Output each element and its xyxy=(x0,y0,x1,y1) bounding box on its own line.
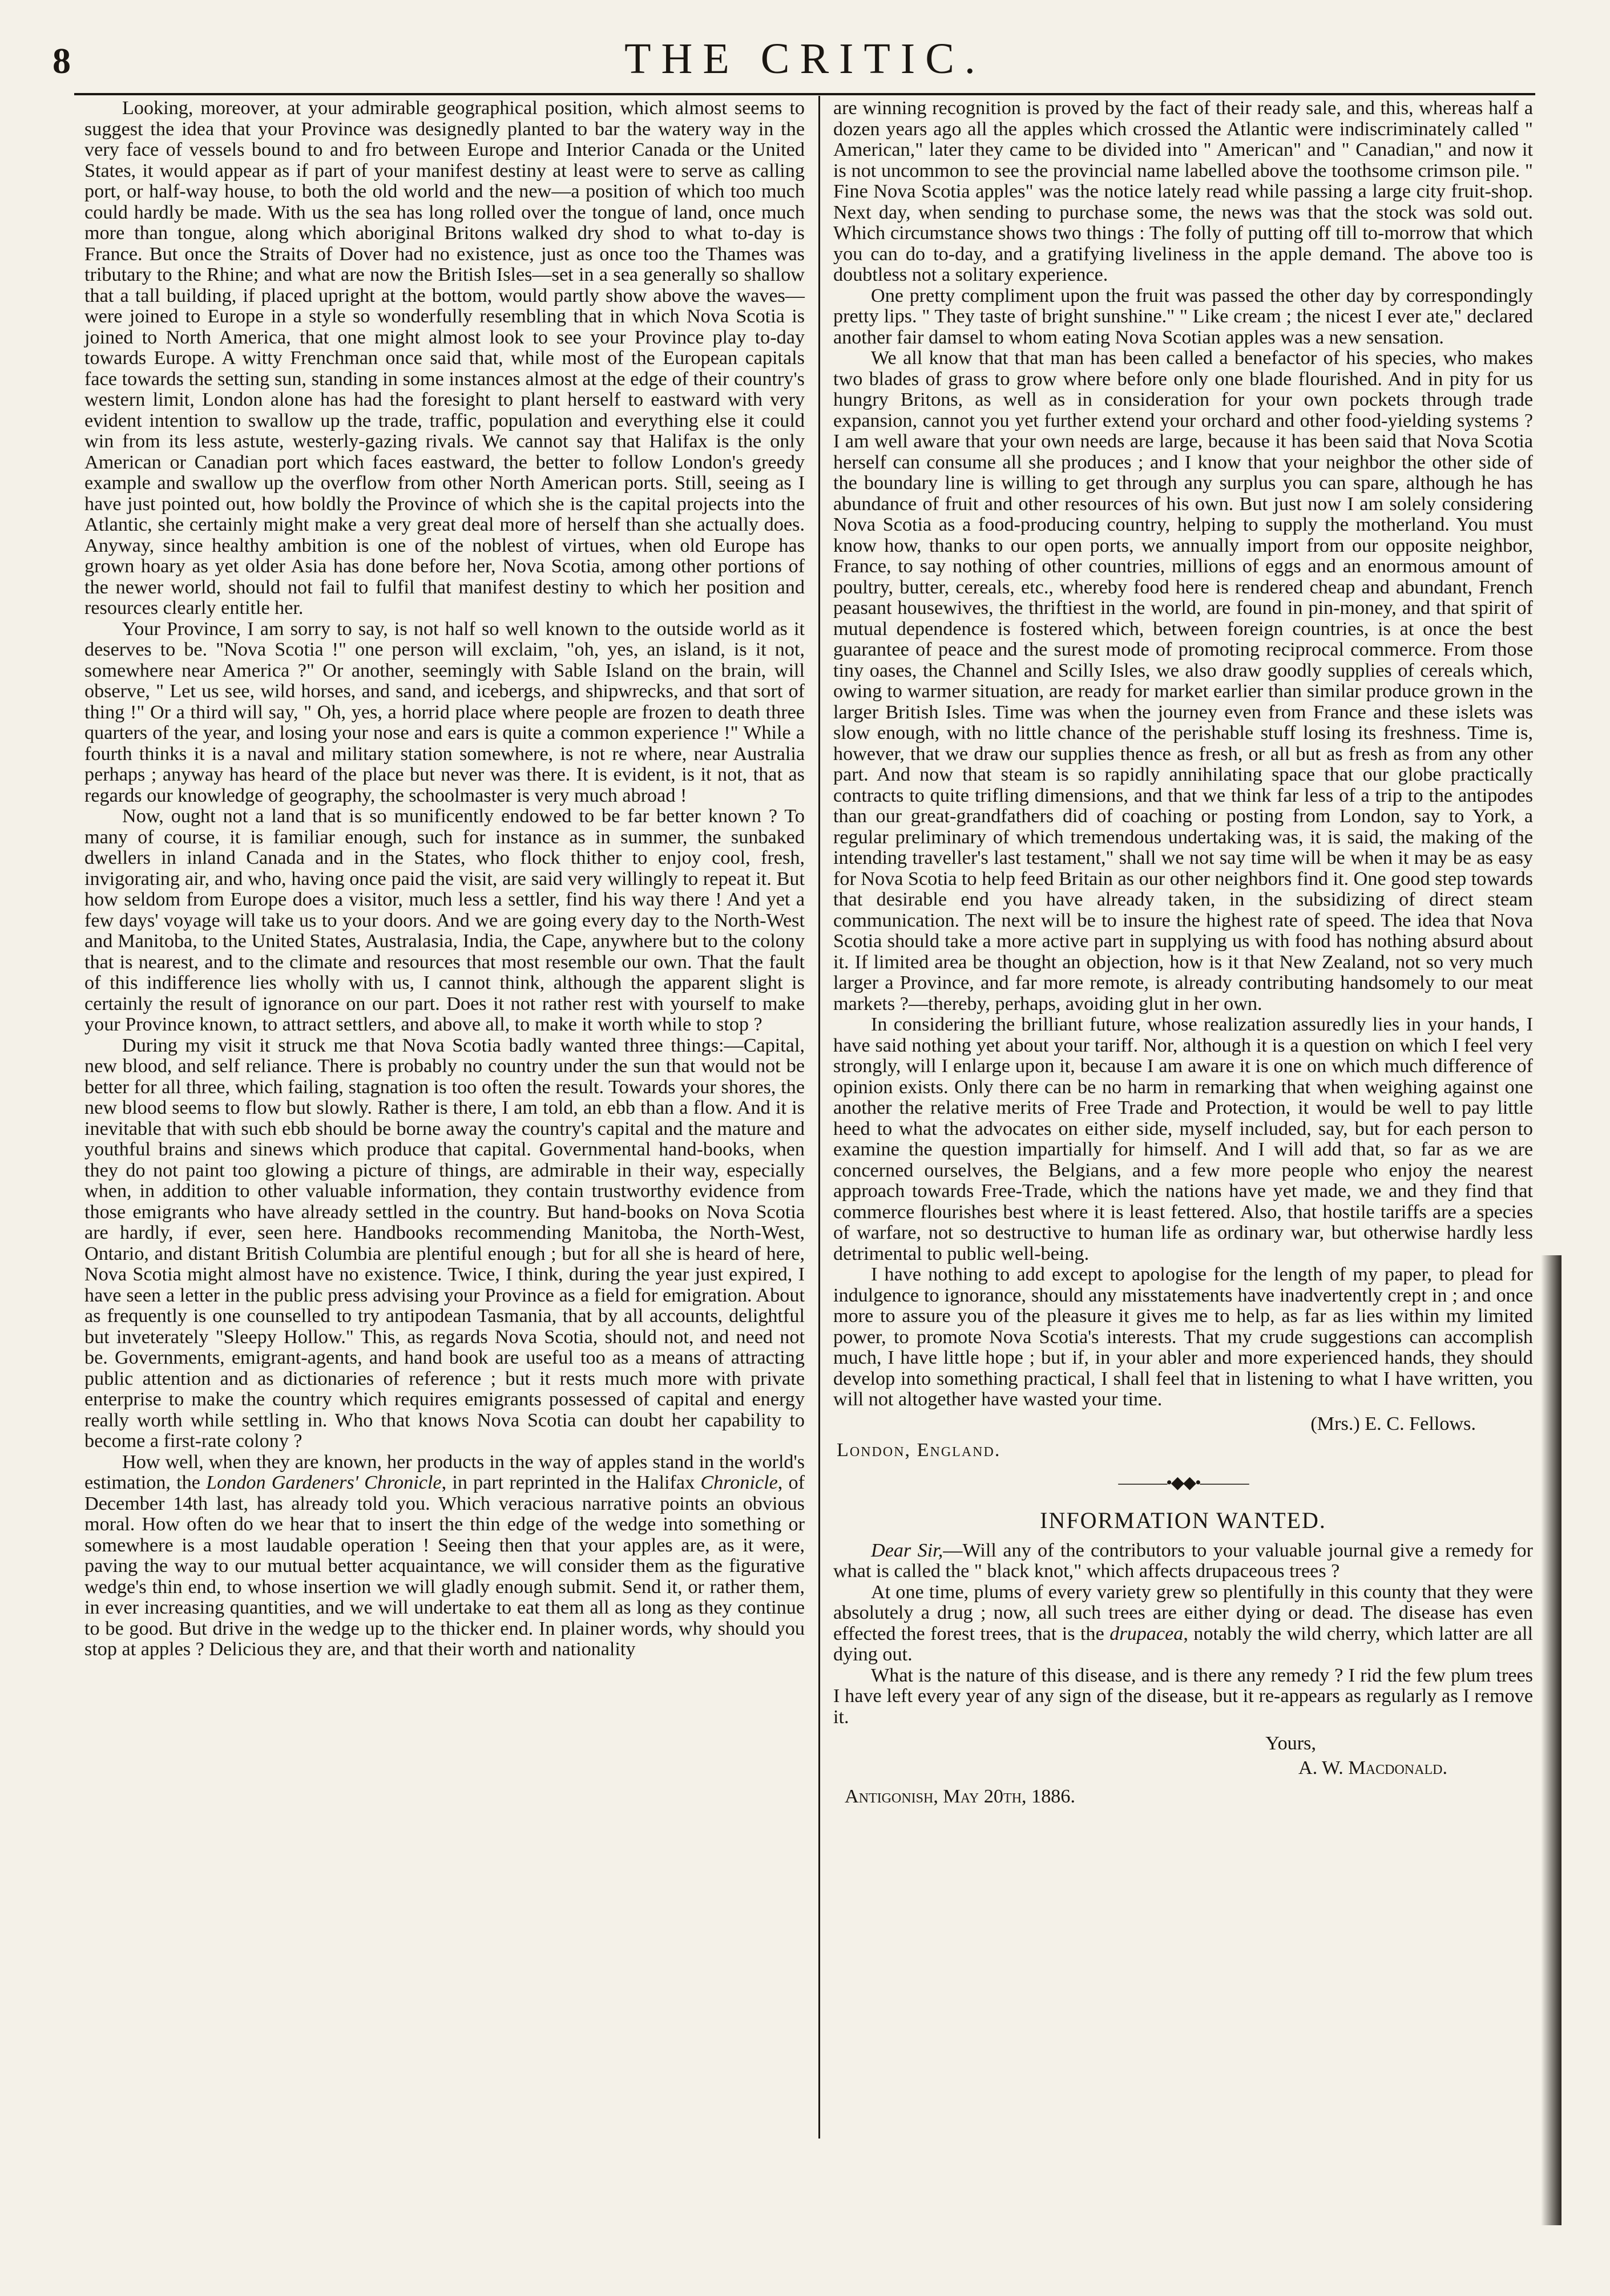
letter-paragraph: What is the nature of this disease, and is there any remedy ? I rid the few plum trees I have left every year of any sign of the disease, but it re-appears as regularly as I remove it. xyxy=(833,1664,1533,1728)
text-run: , of December 14th last, has already told you. Which veracious narrative points an obvious moral. How often do we hear that to insert the thin edge of the wedge into something or somewhere is a most laudable operation ! Seeing then that your apples are, as it were, paving the way to our mutual better acquaintance, we will consider them as the figurative wedge's thin end, to whose insertion we will gladly enough submit. Send it, or rather them, in ever increasing quantities, and we will undertake to eat them all as long as they continue to be good. But drive in the wedge up to the thicker end. In plainer words, why should you stop at apples ? Delicious they are, and that their worth and nationality xyxy=(84,1472,805,1660)
article-paragraph: Now, ought not a land that is so munificently endowed to be far better known ? To many of course, it is familiar enough, such for instance as in summer, the sunbaked dwellers in inland Canada and in the States, who flock thither to enjoy cool, fresh, invigorating air, and who, having once paid the visit, are said very willingly to repeat it. But how seldom from Europe does a visitor, much less a settler, find his way there ! And yet a few days' voyage will take us to your doors. And we are going every day to the North-West and Manitoba, to the United States, Australasia, India, the Cape, anywhere but to the colony that is nearest, and to the climate and resources that most resemble our own. That the fault of this indifference lies wholly with us, I cannot think, although the apparent slight is certainly the result of ignorance on our part. Does it not rather rest with yourself to make your Province known, to attract settlers, and above all, to make it worth while to stop ? xyxy=(84,806,805,1035)
column-divider xyxy=(818,96,820,2139)
author-signature: (Mrs.) E. C. Fellows. xyxy=(1310,1413,1476,1434)
text-run: —Will any of the contributors to your valuable journal give a remedy for what is called the " black knot," which affects drupaceous trees ? xyxy=(833,1539,1533,1582)
letter-paragraph xyxy=(833,1541,1533,1582)
letter-paragraph xyxy=(833,1582,1533,1666)
article-paragraph: I have nothing to add except to apologise for the length of my paper, to plead for indulgence to ignorance, should any misstatements have inadvertently crept in ; and once more to assure you of the pleasure it gives me to help, as far as lies within my limited power, to promote Nova Scotia's interests. That my crude suggestions can accomplish much, I have little hope ; but if, in your abler and more experienced hands, they should develop into something practical, I shall feel that in listening to what I have written, you will not altogether have wasted your time. xyxy=(833,1264,1533,1410)
letter-dateline: Antigonish, May 20th, 1886. xyxy=(845,1786,1076,1807)
article-paragraph: During my visit it struck me that Nova Scotia badly wanted three things:—Capital, new blood, and self reliance. There is probably no country under the sun that would not be better for all three, which failing, stagnation is too often the result. Towards your shores, the new blood seems to flow but slowly. Rather is there, I am told, an ebb than a flow. And it is inevitable that with such ebb should be borne away the country's capital and the mature and youthful brains and sinews which produce that capital. Governmental hand-books, when they do not paint too glowing a picture of things, are admirable in their way, especially when, in addition to other valuable information, they contain trustworthy evidence from those emigrants who have already settled in the country. But hand-books on Nova Scotia are hardly, if ever, seen here. Handbooks recommending Manitoba, the North-West, Ontario, and distant British Columbia are plentiful enough ; but for all she is heard of here, Nova Scotia might almost have no existence. Twice, I think, during the year just expired, I have seen a letter in the public press advising your Province as a field for emigration. About as frequently is one counselled to try antipodean Tasmania, that by all accounts, delightful but inveterately "Sleepy Hollow." This, as regards Nova Scotia, should not, and need not be. Governments, emigrant-agents, and hand book are useful too as a means of attracting public attention and as dictionaries of reference ; but it rests much more with private enterprise to make the country which requires emigrants possessed of capital and energy really worth while settling in. Who that knows Nova Scotia can doubt her capability to become a first-rate colony ? xyxy=(84,1034,805,1452)
article-paragraph: We all know that that man has been called a benefactor of his species, who makes two blades of grass to grow where before only one blade flourished. And in pity for us hungry Britons, as well as in consideration for your own pockets through trade expansion, cannot you yet further extend your orchard and other food-yielding systems ? I am well aware that your own needs are large, because it has been said that Nova Scotia herself can consume all she produces ; and I know that your neighbor the other side of the boundary line is willing to get through any surplus you can spare, although he has abundance of fruit and other resources of his own. But just now I am solely considering Nova Scotia as a food-producing country, helping to supply the motherland. You must know how, thanks to our open ports, we annually import from our opposite neighbor, France, to say nothing of other countries, millions of eggs and an enormous amount of poultry, butter, cereals, etc., whereby food here is rendered cheap and abundant, French peasant housewives, the thriftiest in the world, are found in pin-money, and that spirit of mutual dependence is fostered which, between foreign countries, is at once the best guarantee of peace and the surest mode of promoting reciprocal commerce. From those tiny oases, the Channel and Scilly Isles, we also draw goodly supplies of cereals which, owing to warmer situation, are ready for market earlier than similar produce grown in the larger British Isles. Time was when the journey even from France and these islets was slow enough, with no little chance of the perishable stuff losing its freshness. Time is, however, that we draw our supplies thence as fresh, or all but as fresh as from any other part. And now that steam is so rapidly annihilating space that our globe practically contracts to quite trifling dimensions, and that we think far less of a trip to the antipodes than our great-grandfathers did of coaching or posting from London, say to York, a regular preliminary of which tremendous undertaking was, it is said, the making of the intending traveller's last testament," shall we not say time will be when it may be as easy for Nova Scotia to help feed Britain as our other neighbors find it. One good step towards that desirable end you have already taken, in the subsidizing of direct steam communication. The next will be to insure the highest rate of speed. The idea that Nova Scotia should take a more active part in supplying us with food has nothing absurd about it. If limited area be thought an objection, how is it that New Zealand, not so very much larger a Province, and far more remote, is already contributing handsomely to our meat markets ?—thereby, perhaps, avoiding glut in her own. xyxy=(833,347,1533,1014)
right-column xyxy=(833,98,1533,1808)
section-heading: INFORMATION WANTED. xyxy=(1040,1507,1326,1533)
text-run: At one time, plums of every variety grew so plentifully in this county that they were absolutely a drug ; now, all such trees are either dying or dead. The disease has even effected the forest trees, that is the xyxy=(833,1581,1533,1644)
left-column xyxy=(84,98,805,1660)
letter-signature: A. W. Macdonald. xyxy=(1298,1757,1447,1778)
masthead xyxy=(0,34,1610,97)
article-paragraph: Your Province, I am sorry to say, is not half so well known to the outside world as it deserves to be. "Nova Scotia !" one person will exclaim, "oh, yes, an island, is it not, somewhere near America ?" Or another, seemingly with Sable Island on the brain, will observe, " Let us see, wild horses, and sand, and icebergs, and shipwrecks, and that sort of thing !" Or a third will say, " Oh, yes, a horrid place where people are frozen to death three quarters of the year, and losing your nose and ears is quite a common experience !" While a fourth thinks it is a naval and military station somewhere, is not re where, near Australia perhaps ; anyway has heard of the place but never was there. It is evident, is it not, that as regards our knowledge of geography, the schoolmaster is very much abroad ! xyxy=(84,618,805,806)
article-paragraph: Looking, moreover, at your admirable geographical position, which almost seems to suggest the idea that your Province was designedly planted to bar the watery way in the very face of vessels bound to and fro between Europe and Interior Canada or the United States, it would appear as if part of your manifest destiny at least were to serve as calling port, or half-way house, to both the old world and the new—a position of which too much could hardly be made. With us the sea has long rolled over the tongue of land, once much more than tongue, along which aboriginal Britons walked dry shod to what to-day is France. But once the Straits of Dover had no existence, just as once too the Thames was tributary to the Rhine; and what are now the British Isles—set in a sea generally so shallow that a tall building, if placed upright at the bottom, would partly show above the waves—were joined to Europe in a style so wonderfully resembling that in which Nova Scotia is joined to North America, that one might almost look to see your Province play to-day towards Europe. A witty Frenchman once said that, while most of the European capitals face towards the setting sun, standing in some instances almost at the edge of their country's western limit, London alone has had the foresight to plant herself to eastward with very evident intention to swallow up the trade, traffic, population and everything else it could win from its less astute, westerly-gazing rivals. We cannot say that Halifax is the only American or Canadian port which faces eastward, the better to follow London's greedy example and swallow up the overflow from other North American ports. Still, seeing as I have just pointed out, how boldly the Province of which she is the capital projects into the Atlantic, she certainly might make a very great deal more of herself than she actually does. Anyway, since healthy ambition is one of the noblest of virtues, when old Europe has grown hoary as yet older Asia has done before her, Nova Scotia, among other portions of the newer world, should not fail to fulfil that manifest destiny to which her position and resources clearly entitle her. xyxy=(84,98,805,619)
article-paragraph xyxy=(84,1452,805,1660)
page-edge-shadow xyxy=(1541,1255,1561,2225)
author-location: London, England. xyxy=(837,1440,1001,1461)
emphasis-term: drupacea xyxy=(1109,1623,1184,1644)
salutation: Dear Sir, xyxy=(871,1539,943,1561)
article-paragraph: In considering the brilliant future, whose realization assuredly lies in your hands, I have said nothing yet about your tariff. Nor, although it is a question on which I feel very strongly, will I enlarge upon it, because I am aware it is one on which much difference of opinion exists. Only there can be no harm in remarking that when weighing against one another the relative merits of Free Trade and Protection, it would be well to pay little heed to what the advocates on either side, myself included, say, but for each person to examine the question impartially for himself. And I will add that, so far as we are concerned ourselves, the Belgians, and a few more people who enjoy the nearest approach towards Free-Trade, which the nations have yet made, we and they find that commerce flourishes best where it is least fettered. Also, that hostile tariffs are a species of warfare, not so destructive to human life as ordinary war, but otherwise hardly less detrimental to public well-being. xyxy=(833,1014,1533,1264)
letter-closing: Yours, xyxy=(1265,1733,1316,1754)
section-ornament-icon: ———•◆◆•——— xyxy=(1118,1473,1248,1492)
header-rule xyxy=(74,93,1535,95)
article-paragraph: One pretty compliment upon the fruit was passed the other day by correspondingly pretty lips. " They taste of bright sunshine." " Like cream ; the nicest I ever ate," declared another fair damsel to whom eating Nova Scotian apples was a new sensation. xyxy=(833,285,1533,348)
publication-name: London Gardeners' Chronicle xyxy=(206,1472,442,1493)
page-number: 8 xyxy=(53,41,71,81)
publication-name: Chronicle xyxy=(700,1472,778,1493)
text-run: , notably the wild cherry, which latter are all dying out. xyxy=(833,1623,1534,1665)
newspaper-title: THE CRITIC. xyxy=(624,35,986,83)
text-run: , in part reprinted in the Halifax xyxy=(441,1472,701,1493)
text-run: How well, when they are known, her products in the way of apples stand in the world's estimation, the xyxy=(84,1451,805,1493)
article-paragraph: are winning recognition is proved by the fact of their ready sale, and this, whereas half a dozen years ago all the apples which crossed the Atlantic were indiscriminately called " American," later they came to be divided into " American" and " Canadian," and now it is not uncommon to see the provincial name labelled above the toothsome crimson pile. " Fine Nova Scotia apples" was the notice lately read while passing a large city fruit-shop. Next day, when sending to purchase some, the news was that the stock was sold out. Which circumstance shows two things : The folly of putting off till to-morrow that which you can do to-day, and a gratifying liveliness in the apple demand. The above too is doubtless not a solitary experience. xyxy=(833,98,1533,285)
